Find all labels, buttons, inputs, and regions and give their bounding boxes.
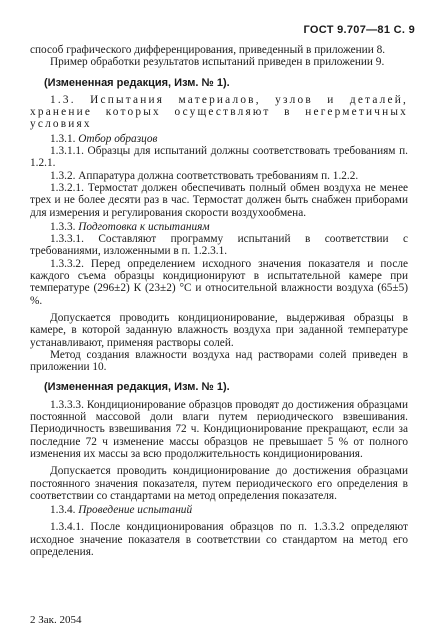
clause-1-3-3-2: 1.3.3.2. Перед определением исходного значения показателя и после каждого съема образцы кондиционируют в испытательной камере при температуре (296±2) К (23±2) °С и относительной влажности воздуха (65±5) %.	[30, 257, 408, 307]
clause-1-3-3-1: 1.3.3.1. Составляют программу испытаний в соответствии с требованиями, изложенными в п. 1.2.3.1.	[30, 233, 408, 258]
subsection-number: 1.3.3.	[50, 220, 76, 233]
paragraph-processing-example: Пример обработки результатов испытаний приведен в приложении 9.	[50, 56, 385, 69]
subsection-heading-1-3-4	[30, 504, 408, 516]
clause-1-3-1-1: 1.3.1.1. Образцы для испытаний должны соответствовать требованиям п. 1.2.1.	[30, 145, 408, 170]
paragraph-salt-method: Метод создания влажности воздуха над растворами солей приведен в приложении 10.	[30, 348, 408, 374]
page-body	[30, 44, 408, 558]
clause-1-3-4-1: 1.3.4.1. После кондиционирования образцов по п. 1.3.3.2 определяют исходное значение показателя в соответствии со стандартом на метод его определения.	[30, 521, 408, 558]
subsection-number: 1.3.1.	[50, 132, 76, 145]
edition-note: (Измененная редакция, Изм. № 1).	[44, 381, 230, 394]
running-head: ГОСТ 9.707—81 С. 9	[303, 24, 415, 36]
paragraph-conditioning-allowed-2: Допускается проводить кондиционирование до достижения образцами постоянного значения показателя, путем периодического его определения в соответствии со стандартами на метод определения показателя.	[30, 465, 408, 502]
subsection-heading-1-3-3	[30, 221, 408, 233]
paragraph-graphic-differentiation: способ графического дифференцирования, приведенный в приложении 8.	[30, 44, 386, 56]
subsection-title: Отбор образцов	[78, 132, 158, 145]
clause-1-3-2: 1.3.2. Аппаратура должна соответствовать требованиям п. 1.2.2.	[50, 169, 359, 182]
edition-note: (Измененная редакция, Изм. № 1).	[44, 76, 230, 89]
clause-1-3-2-1: 1.3.2.1. Термостат должен обеспечивать полный обмен воздуха не менее трех и не более десяти раз в час. Термостат должен быть снабжен приборами для измерения и регулирования скорости воздухообмена.	[30, 181, 408, 219]
subsection-title: Подготовка к испытаниям	[78, 220, 210, 233]
subsection-title: Проведение испытаний	[78, 504, 193, 517]
section-heading-1-3: 1.3. Испытания материалов, узлов и деталей, хранение которых осуществляют в негерметичных условиях	[30, 93, 408, 131]
paragraph-conditioning-allowed: Допускается проводить кондиционирование, выдерживая образцы в камере, в которой заданную влажность воздуха при заданной температуре устанавливают, применяя растворы солей.	[30, 311, 408, 349]
subsection-heading-1-3-1	[30, 133, 408, 145]
subsection-number: 1.3.4.	[50, 504, 76, 517]
print-signature: 2 Зак. 2054	[30, 614, 82, 626]
clause-1-3-3-3: 1.3.3.3. Кондиционирование образцов проводят до достижения образцами постоянной массовой доли влаги путем периодического взвешивания. Периодичность взвешивания 72 ч. Кондиционирование прекращают, если за последние 72 ч изменение массы образцов не превышает 5 % от полного изменения их массы за всю продолжительность кондиционирования.	[30, 398, 408, 460]
